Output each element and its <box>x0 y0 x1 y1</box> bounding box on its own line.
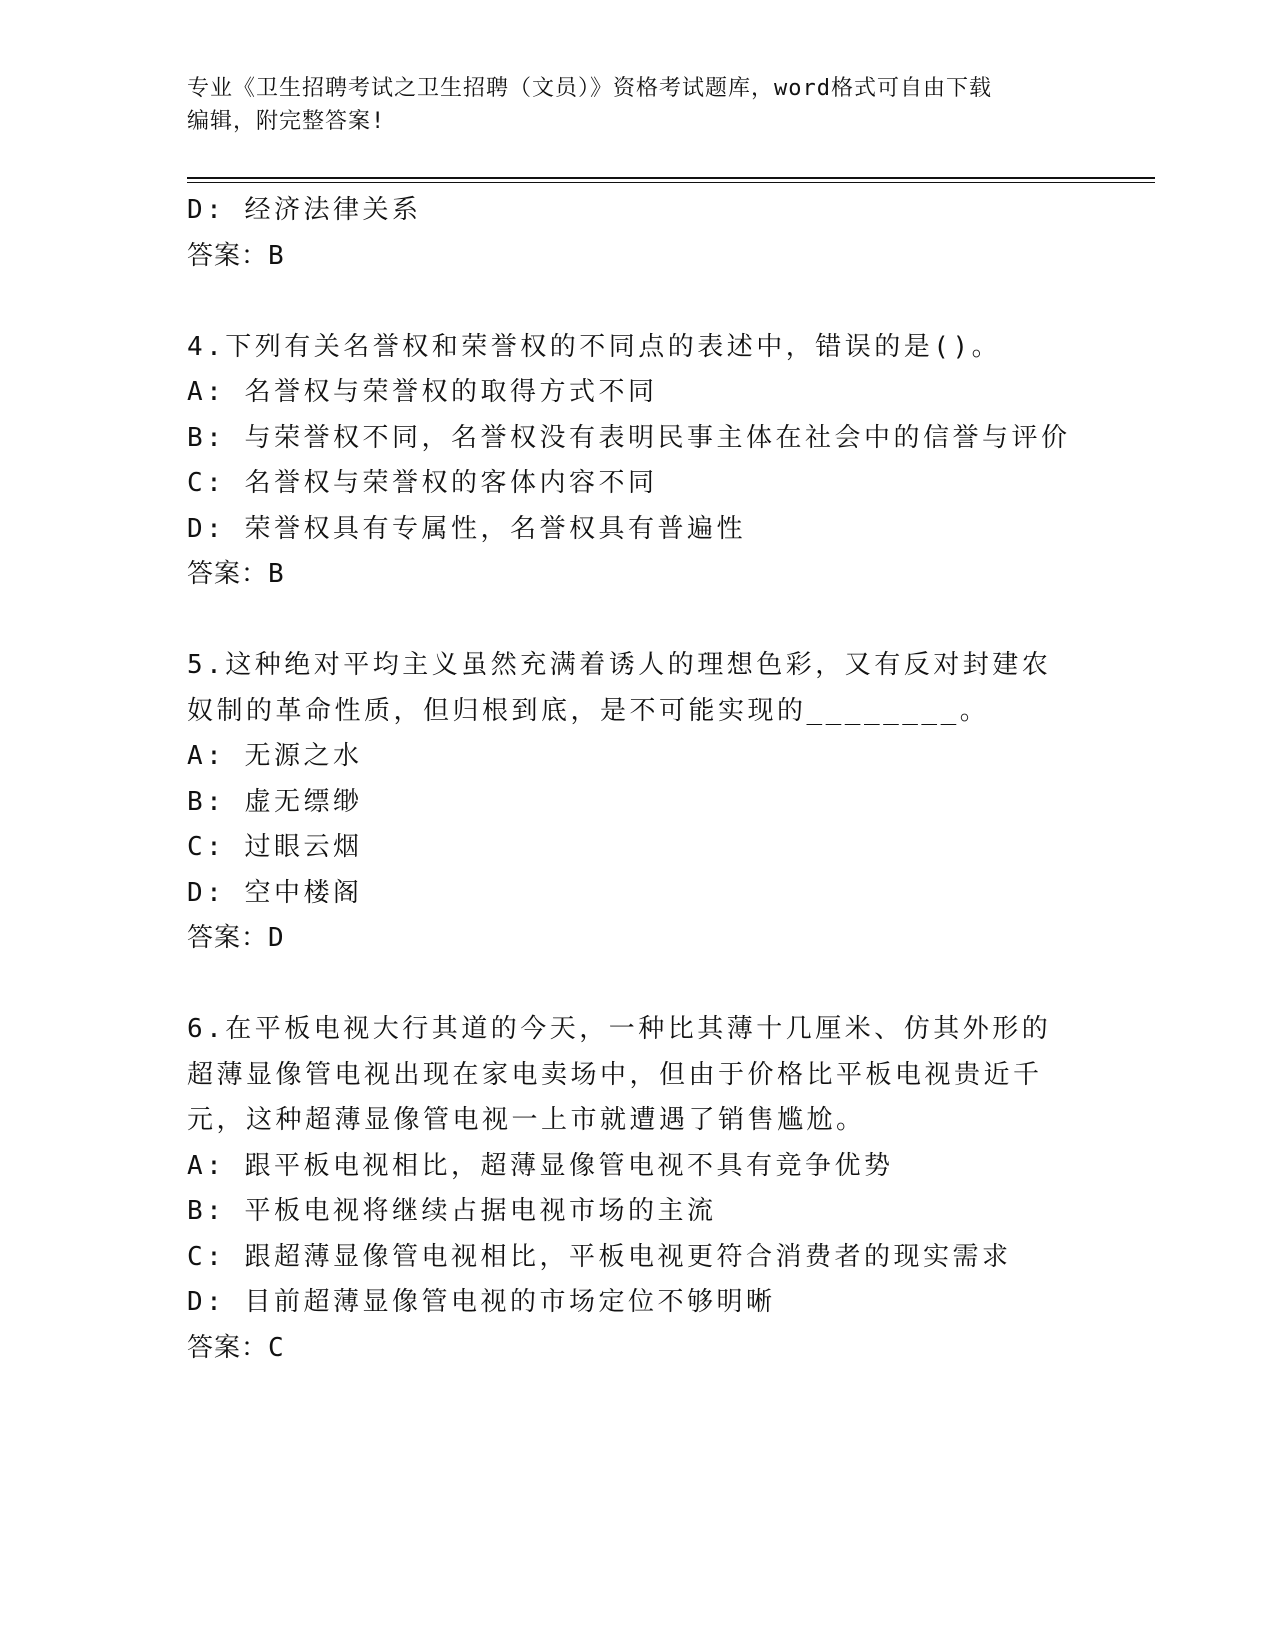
page-header <box>187 72 1087 138</box>
option-b: B: 平板电视将继续占据电视市场的主流 <box>187 1196 717 1226</box>
header-line-1: 专业《卫生招聘考试之卫生招聘（文员）》资格考试题库，word格式可自由下载 <box>187 76 992 101</box>
question-4 <box>187 325 1071 598</box>
option-c: C: 名誉权与荣誉权的客体内容不同 <box>187 468 658 498</box>
option-b: B: 与荣誉权不同，名誉权没有表明民事主体在社会中的信誉与评价 <box>187 422 1071 453</box>
question-5 <box>187 643 1067 962</box>
question-6 <box>187 1007 1067 1371</box>
answer: 答案：B <box>187 559 285 589</box>
question-list <box>187 188 1071 1371</box>
option-a: A: 跟平板电视相比，超薄显像管电视不具有竞争优势 <box>187 1150 894 1181</box>
option-a: A: 无源之水 <box>187 741 363 771</box>
option-c: C: 过眼云烟 <box>187 832 363 862</box>
option-d: D: 空中楼阁 <box>187 877 363 908</box>
question-stem: 5.这种绝对平均主义虽然充满着诱人的理想色彩，又有反对封建农奴制的革命性质，但归根到底，是不可能实现的________。 <box>187 650 1052 726</box>
option-a: A: 名誉权与荣誉权的取得方式不同 <box>187 377 658 407</box>
prev-option-d: D: 经济法律关系 <box>187 195 422 225</box>
question-stem: 6.在平板电视大行其道的今天，一种比其薄十几厘米、仿其外形的超薄显像管电视出现在家电卖场中，但由于价格比平板电视贵近千元，这种超薄显像管电视一上市就遭遇了销售尴尬。 <box>187 1014 1052 1135</box>
answer: 答案：D <box>187 923 285 953</box>
prev-answer: 答案：B <box>187 240 285 271</box>
option-d: D: 荣誉权具有专属性，名誉权具有普遍性 <box>187 513 746 544</box>
question-stem: 4.下列有关名誉权和荣誉权的不同点的表述中，错误的是()。 <box>187 331 1002 362</box>
option-d: D: 目前超薄显像管电视的市场定位不够明晰 <box>187 1287 776 1317</box>
header-line-2: 编辑，附完整答案! <box>187 109 386 134</box>
answer: 答案：C <box>187 1332 285 1363</box>
header-divider-thin <box>187 182 1155 183</box>
option-b: B: 虚无缥缈 <box>187 786 363 817</box>
header-divider-thick <box>187 177 1155 179</box>
option-c: C: 跟超薄显像管电视相比，平板电视更符合消费者的现实需求 <box>187 1241 1012 1272</box>
